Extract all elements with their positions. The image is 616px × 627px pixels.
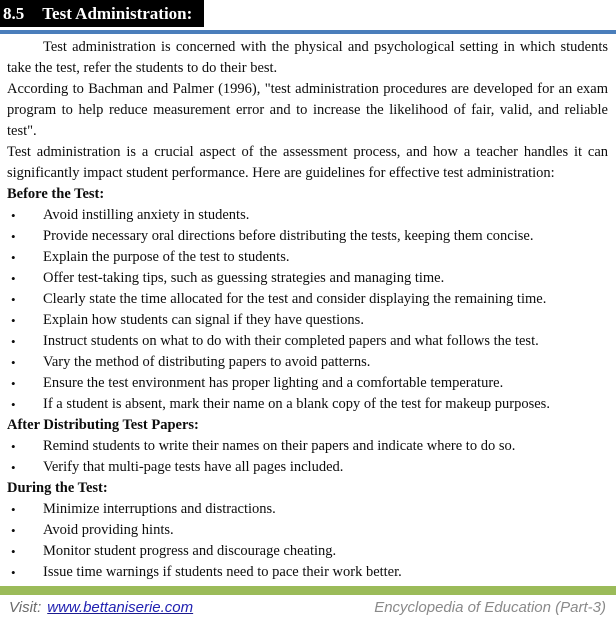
- bullet-icon: •: [11, 208, 16, 223]
- list-item-text: Offer test-taking tips, such as guessing strategies and managing time.: [43, 270, 445, 286]
- list-item-text: Explain the purpose of the test to students.: [43, 249, 290, 265]
- paragraph-intro: Test administration is concerned with the physical and psychological setting in which students take the test, refer the students to do their best.: [7, 39, 608, 76]
- list-item-text: Provide necessary oral directions before distributing the tests, keeping them concise.: [43, 228, 534, 244]
- bullet-icon: •: [11, 334, 16, 349]
- bullet-icon: •: [11, 565, 16, 580]
- list-item: [7, 436, 608, 457]
- bullet-icon: •: [11, 229, 16, 244]
- bullet-icon: •: [11, 460, 16, 475]
- list-item: [7, 541, 608, 562]
- page-footer: [0, 599, 616, 616]
- list-item: [7, 331, 608, 352]
- bullet-icon: •: [11, 313, 16, 328]
- bullet-icon: •: [11, 544, 16, 559]
- list-item: [7, 289, 608, 310]
- list-item: [7, 520, 608, 541]
- paragraph-guidelines: Test administration is a crucial aspect of the assessment process, and how a teacher handles it can significantly impact student performance. Here are guidelines for effective test administration:: [7, 144, 608, 181]
- subheading-during-test: During the Test:: [7, 480, 108, 496]
- list-item: [7, 247, 608, 268]
- section-title: Test Administration:: [42, 4, 193, 23]
- list-item-text: Instruct students on what to do with their completed papers and what follows the test.: [43, 333, 539, 349]
- bullet-icon: •: [11, 355, 16, 370]
- list-item: [7, 205, 608, 226]
- list-item: [7, 352, 608, 373]
- bullet-icon: •: [11, 292, 16, 307]
- list-item-text: Ensure the test environment has proper lighting and a comfortable temperature.: [43, 375, 504, 391]
- list-item-text: Avoid instilling anxiety in students.: [43, 207, 250, 223]
- list-item-text: Remind students to write their names on their papers and indicate where to do so.: [43, 438, 516, 454]
- subheading-before-test: Before the Test:: [7, 186, 105, 202]
- bullet-icon: •: [11, 250, 16, 265]
- list-item-text: If a student is absent, mark their name on a blank copy of the test for makeup purposes.: [43, 396, 550, 412]
- visit-label: Visit:: [9, 599, 42, 616]
- list-item: [7, 310, 608, 331]
- bullet-icon: •: [11, 376, 16, 391]
- list-item: [7, 268, 608, 289]
- bullet-icon: •: [11, 439, 16, 454]
- list-item: [7, 499, 608, 520]
- list-item-text: Vary the method of distributing papers to avoid patterns.: [43, 354, 371, 370]
- bullet-icon: •: [11, 397, 16, 412]
- section-number: 8.5: [3, 4, 25, 23]
- bullet-icon: •: [11, 523, 16, 538]
- paragraph-quote: According to Bachman and Palmer (1996), "test administration procedures are developed for an exam program to help reduce measurement error and to increase the likelihood of fair, valid, and reliable test".: [7, 81, 608, 139]
- list-item-text: Minimize interruptions and distractions.: [43, 501, 276, 517]
- list-item: [7, 457, 608, 478]
- list-item: [7, 562, 608, 583]
- list-item: [7, 394, 608, 415]
- bullet-icon: •: [11, 502, 16, 517]
- bullet-icon: •: [11, 271, 16, 286]
- footer-divider-bar: [0, 586, 616, 595]
- list-item-text: Monitor student progress and discourage cheating.: [43, 543, 337, 559]
- list-item-text: Issue time warnings if students need to pace their work better.: [43, 564, 402, 580]
- list-item-text: Verify that multi-page tests have all pages included.: [43, 459, 344, 475]
- document-body: [0, 34, 616, 583]
- website-link[interactable]: www.bettaniserie.com: [47, 599, 194, 616]
- footer-credit: Encyclopedia of Education (Part-3): [374, 599, 606, 616]
- list-item-text: Clearly state the time allocated for the test and consider displaying the remaining time.: [43, 291, 547, 307]
- subheading-after-distributing: After Distributing Test Papers:: [7, 417, 199, 433]
- list-item-text: Avoid providing hints.: [43, 522, 174, 538]
- list-item: [7, 373, 608, 394]
- section-heading: [0, 0, 204, 27]
- list-item: [7, 226, 608, 247]
- list-item-text: Explain how students can signal if they have questions.: [43, 312, 364, 328]
- footer-visit: [9, 599, 193, 616]
